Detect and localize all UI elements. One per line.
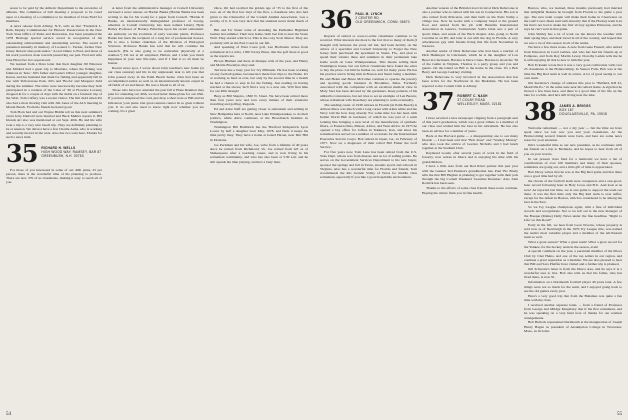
class-number: 37 [422,86,454,116]
paragraph: John Shirley has a lot of work on, but knows the weather with their spring trips, and their travel in all of the country, and hoped that we saw a lot of this season in all of the teams. [524,32,622,45]
correspondent-name: ROBERT C. NASH [457,93,488,98]
paragraph: Once, Ott had recalled the golden age of '35 to the first of the race. At of the first few days of the first, a classmate who also had given to the Chancellor of the Cornell Alumni Association, was a worthy of it. It was very nice that the students never made much of it. [210,6,308,27]
paragraph: Bill and Tic Stuart write of attending the Perthshire Highland Games last summer. Their new home, built last fall, is near the Stone Wall. They started with Scot. This is the cozy Scott Manor. They are probably still on the East Coast in our fall. [210,27,308,45]
correspondent-address-line: OLD GREENWICH, CONN. 06870 [355,20,410,24]
correspondent-address-line: WELLESLEY, MASS. 02181 [457,101,502,106]
paragraph: Bob Dicey writes that he was at the Big Red game and that there was a good time had by all. [524,169,622,179]
correspondent-name: JAMES A. BRIGGS [559,103,591,108]
paragraph: I have a little note from our Red River partner this past year with the Gunner Ted Prentiss's grandmother has. Paul 'Bo' Brady tells me that Bill Hughes is planning to get together with their pals through the big Cornell Weekend 'Gourmet Reunion.' Also John Rodrick has been seen. [422,164,518,186]
paragraph: Busy as Bill Shapiro, 1820 N. Street. We have been retired more than four years now and love every minute of their extensive travelling and golfing. Regards. [210,93,308,107]
left-page-column-1 [6,6,102,412]
left-page-column-2 [108,6,204,412]
paragraph: Joe Peckman and his wife, Joe, write from a lifetime of 40 years since he retired from Richmond, Va. Joe retired from GE as of Shakespeare after a teaching career, and is now living in his retirement community, and who has also been at 5:30 a.m. and he still spends his time playing, and he's a busy man. [210,142,308,164]
correspondent-name: PAUL M. LYNCH [355,12,383,16]
paragraph: Reports of retired or soon-to-retire classmates continue to be received. What interests me most is the fact that so many of them (I thought old) between the years old but, had been heavily on the advice of a specialist and Cornell University to Forget the New Jersey farm purchased the apartment in Stuart, Fla., and plan to spend their winters there and summers in their permanent lake home north on Lake Winnipesaukee. This means selling their Washington house, but our fellow classmates have found the extra to buy the place. Let him be further on, well for many years. He has his practice and is living him in Boston and Stuart being a member. He and Helen and Bruce McCallee continue to operate the jewelry and sporting goods business in Brookline, Mass. Formerly associated with the companies with an excellent medical view in Mary Sara has been devoted by the gardeners. Keep patterns of his umbrella conversions, but Art tries to set an example of Len Beaver, whose retirement wife Rosemary are planning to retire eventually. [320,34,417,102]
correspondent-address-line: GREENBUSH, N.H. 03753 [41,153,84,158]
paragraph: Recent news spot, I wrote about John Gerdine's new home (at our class reunion) and his in my unpleasant task to tell you that John passed away in the Palm Beach home. John had been an accomplished author as well as an internationally known expert in all fields of art and music. He was a friend to all of us. [108,66,204,88]
page-number: 54 [6,412,11,417]
correspondent-address-line: DOUGLASSVILLE, PA. 19518 [559,111,608,116]
paragraph: What a great season? What a great team! What a great record for the Yankee, for the hockey team in the season, even! [524,240,622,249]
paragraph: Those who have not attended the past fall ir Hone Reunion may plan for attending our 40th, we had better make plans for our 45th. If you have misplaced the card, just drop a short note or Bill and let him know your plans. Our great reunion cannot be so great without you. It do and also need to know right now whether you are coming. It's a great [108,87,204,114]
correspondent-address-line: BOX 187 [559,107,574,112]
right-page [314,0,628,420]
paragraph: We learned from a Dave letter that their daughter Jill Emerson and Mildred had a great trip to Montana, where the fishing was fabulous in 'hole.' Jill's father and Gene's Oliver younger daughter, Karen, and her husband met them for fishing and apparently bill in law with Yellowstone Park. Jill's and 'Boobs' and Margaret Judd during the summer. The latter were newsworthy because they both participated in a reunion of the Class of '36 at Florence Lovesey dropped in for a couple of days with the Judds on a fantastic trip of the West. Tom Caffery was a recent visitor. The Jim Judd when Pat also had a most moving visit with Jim Jones of the ALS meeting in Mount Beach. From his friends he heard good. [6,62,102,109]
paragraph: For five years now, Tom Lane has been retired from the U.S. State Dept. whose was from disease and as lot of sailing points. He serves on the Government Services Department to his new buyer, sponsor the springs and fall in Texas, streams sports and schools in Virginia. Also has a wonderful time for Florida and friends. Tom recommends the Rio Grande Valley of Texas for middle class retirement, especially if you like a good hospitable environment. [320,149,417,180]
class-heading-36 [320,6,417,34]
paragraph: sewer to be paid by the Athletic Department is the excessive of athletes. The committee of ball meeting a proposal to be voted upon at a meeting of a committee to be installed of Class Field for members. [6,6,102,23]
paragraph: Howie Hinman and there in Dunque wife of the year, and Henry and Martie Brooklyn, they said. [210,58,308,68]
paragraph: Here's a very good trip that from the Bahamas was quite a fun time with the class. [524,293,622,302]
paragraph: Another senior of Dick Debevoise who had been a rancher of Dick Hehmeyer in Cincinnati, which he is the daughter of Lou Breel in Cincinnati, Havana is Dave Crane. Havana is about the '36 of the Gatlin in Virginia, Thomas to a party group and you and guests. On the island on Bill to the home in the class. It's a Bob Berry and George Guirney visiting. [422,49,518,75]
paragraph: Ed and Alice Naff are getting closer to retirement and settling in New Hampshire here at North, near Lake Winnipesaukee, to do their politics, while Alice continues at the Broadtouch Institute in Washington. [210,107,308,125]
paragraph: Tom Horn had and our Wayne Biddle tell us that next summer's event Jerry Diebold were married and Buck Mehler reports it. BD friends Art also was mentioned at our Sept. 40th. He and his wife took a trip to a very nice beach trip. They are definitely planning to be at reunion. We did not have a few Charlie Arms, who is working and recently moved in the west. Also has two sons here. Thanks for such a news item. [6,109,102,140]
paragraph: A special comment on the year, a perennial member of the Ithaca Club by Chet Heins, and one of the top sellers in our region, and continue a great reputation as a member. We are also pleased to hear that Bill and Sara Pfeiffer have visited and a further trip is planned. [524,249,622,267]
class-heading-38 [524,96,622,126]
correspondent-info [355,9,409,24]
correspondent-address-line: 37 COLBY ROAD [457,97,486,102]
paragraph: A news release from Albany, N.Y., tells us that "Frederick L. Rath, Deputy Commissioner for Historic Preservation in the New York State Office of Parks and Recreation, has been presented the 1978 Heritage special service award in recognition of his outstanding achievements and outstanding service. The award is presented annually in memory of Leonard C. Tucker, former New Jersey historic sites park senior." A real tribute to Fred, and those of his work you have done towards preserving our past. Fred and wife Jane Ellen live in Cooperstown. [6,23,102,62]
paragraph: So we Ivy League champions again, with a fine of individual records and recognitions. Not to be left out is the new manager of the Basque (Maine) Daily News under the fine headline, "Right to Life' on this Road!" [524,205,622,222]
right-page-column-2 [422,6,518,412]
paragraph: I received another separate letter, ... from a friend of Professor from George and Mildge Kingsbury that if his first retirement, and he was speaking on a very kind note of thanks for our reunion arrangements. [524,302,622,320]
paragraph: Raymond Gould, after several years of work in the field of forestry, now retires in Ithaca and is enjoying his time with his grandchildren. [422,151,518,164]
paragraph: And speaking of West Coast golf, Lee Hochstein writes from retirement in La Jolla, 1300 Torrey Pines, that the golf there is good as the reports are. [210,45,308,58]
right-page-column-3 [524,6,622,412]
correspondent-info [41,143,101,158]
paragraph: A letter from the administrative manager at Cornell University enclosed a news release on Harlan Banks (Harlan Banks has been writing to me for his work) for a paper from Cornell. "Harlan P. Banks, an internationally distinguished professor of botany, emeritus at Cornell University, has been named Liberty Hyde Bailey Professor of Botany, Emeritus upon his recent retirement. An authority on the evolution of early vascular plants, Professor Banks has been the recipient of a long list of professional honors. He is also a former chairman of the Division of Biological Sciences. Professor Banks has said that he will continue his research. (He is also going to be somewhat physically at a reunion.") I'm not at all surprised, Harlan, and I wish you much happiness in your new life-style, and if I find it so all must be honest. [108,6,204,66]
paragraph: Ted here has a busy year for Ivy Millstein. He has been working on any football games, because he's made four trips to the Dome. It's at working as hard as ever, but only by the second time in a month he had a chance to step in for the fishing. Just reading on having reached at the shows; he'll find a way to a new site. Will find time for our 40th though! [210,67,308,94]
correspondent-name: RICHARD H. WELLS [41,145,76,150]
right-page-column-1 [320,6,417,412]
paragraph: Information on a Dartmouth football player 40 years later. A few things were not so much for the team, and I enjoyed going back to see the old games every year. [524,280,622,293]
class-heading-37 [422,86,518,116]
paragraph: For those of you interested in some of our 40th plans, 25 per person, there is the wonderful time of his planning to produce. There are now 370 of us classmates, making it easy to reach all of you. [6,167,102,185]
page-number: 55 [617,412,622,417]
class-heading-35 [6,138,102,168]
paragraph: Thanks to the efforts of some class friends these notes continue. Hoping the winter finds you in fine health. [422,186,518,195]
class-number: 36 [320,6,352,34]
correspondent-info [559,101,607,116]
paragraph: I have received a nice newspaper clipping from a paragraph sent of this year's graduation, which was a great tribute to a member of our class and wished him the best in his retirement. He has also been an advisor for a number of years. [422,115,518,133]
correspondent-address-line: HIGH WOOD WAY, RAMSEY, BAR 87 [41,149,102,154]
paragraph: Early in the fall, we hear from Leon Taveras, whose property is sold now as of Newburgh in the 1970 Ivy League title, was named the team's most valuable player and a member of the All-Eastern team as well. [524,222,622,240]
paragraph: Back at the Harvard game — a disappointing one to our many friends — I had been told that "Bob Rose" and "Stanley Murray" who also took the advice of Gordon Nicholls and I had lunch together at the Stadium Club. [422,133,518,151]
class-number: 35 [6,138,38,168]
paragraph: Bob Hallock represented Dartmouth at the inauguration of Joseph Henry Hagan as president of Assumption College in Worcester, Mass., in October. [524,320,622,333]
left-page-column-3 [210,6,308,412]
paragraph: Jim's wonderful time as our new president, as he continues with his friends on a trip to Bermuda, and he hopes to hear from all of you on your travels. [524,143,622,156]
paragraph: The sending roster of 1936 retirees in Florida (in Palm Beach) is Allison Mace was much with a long career with Allen while and the Navy told me how long already. For some time Joe has been with Indian World Hub in Gardener, of which he was part of a team looking like bringing a new level of the manufacture of synthetic fibers, or Eastern Ohio, Illinois, Africa, and West Africa. In 1975 he opened a bay office for Joffree in Tekkuwa, Iran, and since his retirement has served on a number of occasions for the International Executive Service Corps. Bob retired in Japan, Ga., in February of 1977. Now on a diagnoses of their rolled Bill Fisher the Golf Service. [320,102,417,150]
paragraph: Dick Debevoise is very involved in the Association that has been active for the Northwest in the Berkshire. He has been reported to the Cornell Club at Albany. [422,75,518,88]
paragraph: Jim Kershaw's change of address this year is "Belfield, RD #1, Meadville Pa." in the same state near his retired home. A sign that he moved a few lines here, and there is a good time of his life on the lake for a while. And he's still living near the lake. [524,80,622,98]
paragraph: In our present class fund for a memorial we have a list of contributions of over 100 members and many of their spouses, reminders are going out, and a little gift of time is appreciated. [524,156,622,170]
paragraph: Another veteran of the British travel circuit at Dick Debevoise is also a partner who is retired with his son in Connecticut. His son is also retired from Princeton, and then built on the Paris Valley a village tree. Now he works with a company based at the ground floor and retired from his job with Benefits International Association in Geneva, Switzerland. Sam's bride saw a pair of sports bikes, and sends of the Bach chapter. Also going to North Carolina in an RV, and later is out with the dog in Florida. A very adventurous guy with friends living this life from November in Sarasota. [422,6,518,49]
correspondent-info [457,91,501,106]
paragraph: the chorus of the football team were conquered, and a one-good-hour record following hour in Holy Cross and B.U. And look at us now! As reported last time, we at one game to support the team out there. It was the first time only the Big Red team to ever suffer, except for the defeat in Boston, which is considered to be among the best in the East. [524,179,622,205]
paragraph: Welcome retirement — not a dry year — but the time we have spent since we last saw you and your classmates. At the Homecoming several friends were back, and here are some news notes for your attention. [524,125,622,143]
paragraph: Washington Bill Bambrick has the Hartford Kirkpatrick Lyon Lower by half a daughter born May, 1978, and finds it keeps his time pretty busy. They have a home at Grand Haven, near Dirt Hill in Montana. [210,124,308,142]
class-number: 38 [524,96,556,126]
paragraph: Jim Schwartz's letter is from the Ithaca area, and he says it is a wonderful area to live. Bob also tells us that his father, who has lived there, is now 91. [524,266,622,280]
paragraph: Bob Eckstein wrote that it was a very good celebration with over 25 classmates at the Homecoming. In Seneca Falls, Bob was at the time the Big Red team is well in action. A lot of good seeing to our own team. [524,63,622,80]
paragraph: We have a few more notes. A note from Gene Fussell, who retired from Princeton in Coral Gables, and who has had his friends up at Pompano, and from Roy Martin Levey. Dorothy Larkin tells me he is still enjoying all that is new to him this year. [524,45,622,63]
paragraph: Barrow, who, we learned, three months previously had married that delightful Deanna he brought from Florida to the game a year ago. The new team couple will make their home in Clearwater on the Gulf Coast. Dean said with sincerity that if the Hockey team is in his that's not bad to make the first victory against Princeton, and he says he can't wait in that game. [524,6,622,32]
correspondent-address-line: 2 CENTER RD. [355,16,380,20]
